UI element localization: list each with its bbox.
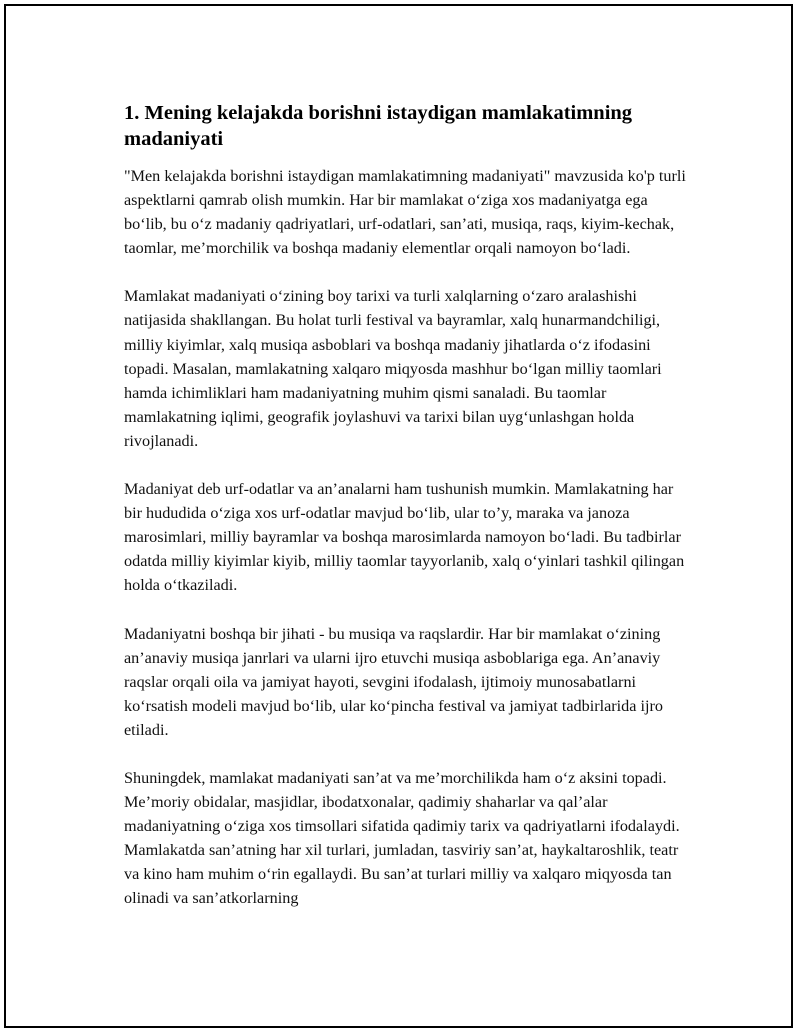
paragraph-5: Shuningdek, mamlakat madaniyati san’at va me’morchilikda ham o‘z aksini topadi. Me’moriy obidalar, masjidlar, ibodatxonalar, qadimiy shaharlar va qal’alar madaniyatning o‘ziga xos timsollari sifatida qadimiy tarix va qadriyatlarni ifodalaydi. Mamlakatda san’atning har xil turlari, jumladan, tasviriy san’at, haykaltaroshlik, teatr va kino ham muhim o‘rin egallaydi. Bu san’at turlari milliy va xalqaro miqyosda tan olinadi va san’atkorlarning	[124, 768, 680, 908]
document-body	[124, 100, 690, 935]
paragraph-1: "Men kelajakda borishni istaydigan mamlakatimning madaniyati" mavzusida ko'p turli aspektlarni qamrab olish mumkin. Har bir mamlakat o‘ziga xos madaniyatga ega bo‘lib, bu o‘z madaniy qadriyatlari, urf-odatlari, san’ati, musiqa, raqs, kiyim-kechak, taomlar, me’morchilik va boshqa madaniy elementlar orqali namoyon bo‘ladi.	[124, 167, 686, 258]
section-heading: 1. Mening kelajakda borishni istaydigan mamlakatimning madaniyati	[124, 102, 633, 150]
paragraph-4: Madaniyatni boshqa bir jihati - bu musiqa va raqslardir. Har bir mamlakat o‘zining an’anaviy musiqa janrlari va ularni ijro etuvchi musiqa asboblariga ega. An’anaviy raqslar orqali oila va jamiyat hayoti, sevgini ifodalash, ijtimoiy munosabatlarni ko‘rsatish modeli mavjud bo‘lib, ular ko‘pincha festival va jamiyat tadbirlarida ijro etiladi.	[124, 624, 663, 739]
page-frame	[4, 4, 793, 1028]
paragraph-3: Madaniyat deb urf-odatlar va an’analarni ham tushunish mumkin. Mamlakatning har bir hududida o‘ziga xos urf-odatlar mavjud bo‘lib, ular to’y, maraka va janoza marosimlari, milliy bayramlar va boshqa marosimlarda namoyon bo‘ladi. Bu tadbirlar odatda milliy kiyimlar kiyib, milliy taomlar tayyorlanib, xalq o‘yinlari tashkil qilingan holda o‘tkaziladi.	[124, 480, 685, 595]
paragraph-2: Mamlakat madaniyati o‘zining boy tarixi va turli xalqlarning o‘zaro aralashishi natijasida shakllangan. Bu holat turli festival va bayramlar, xalq hunarmandchiligi, milliy kiyimlar, xalq musiqa asboblari va boshqa madaniy jihatlarda o‘z ifodasini topadi. Masalan, mamlakatning xalqaro miqyosda mashhur bo‘lgan milliy taomlari hamda ichimliklari ham madaniyatning muhim qismi sanaladi. Bu taomlar mamlakatning iqlimi, geografik joylashuvi va tarixi bilan uyg‘unlashgan holda rivojlanadi.	[124, 287, 662, 450]
